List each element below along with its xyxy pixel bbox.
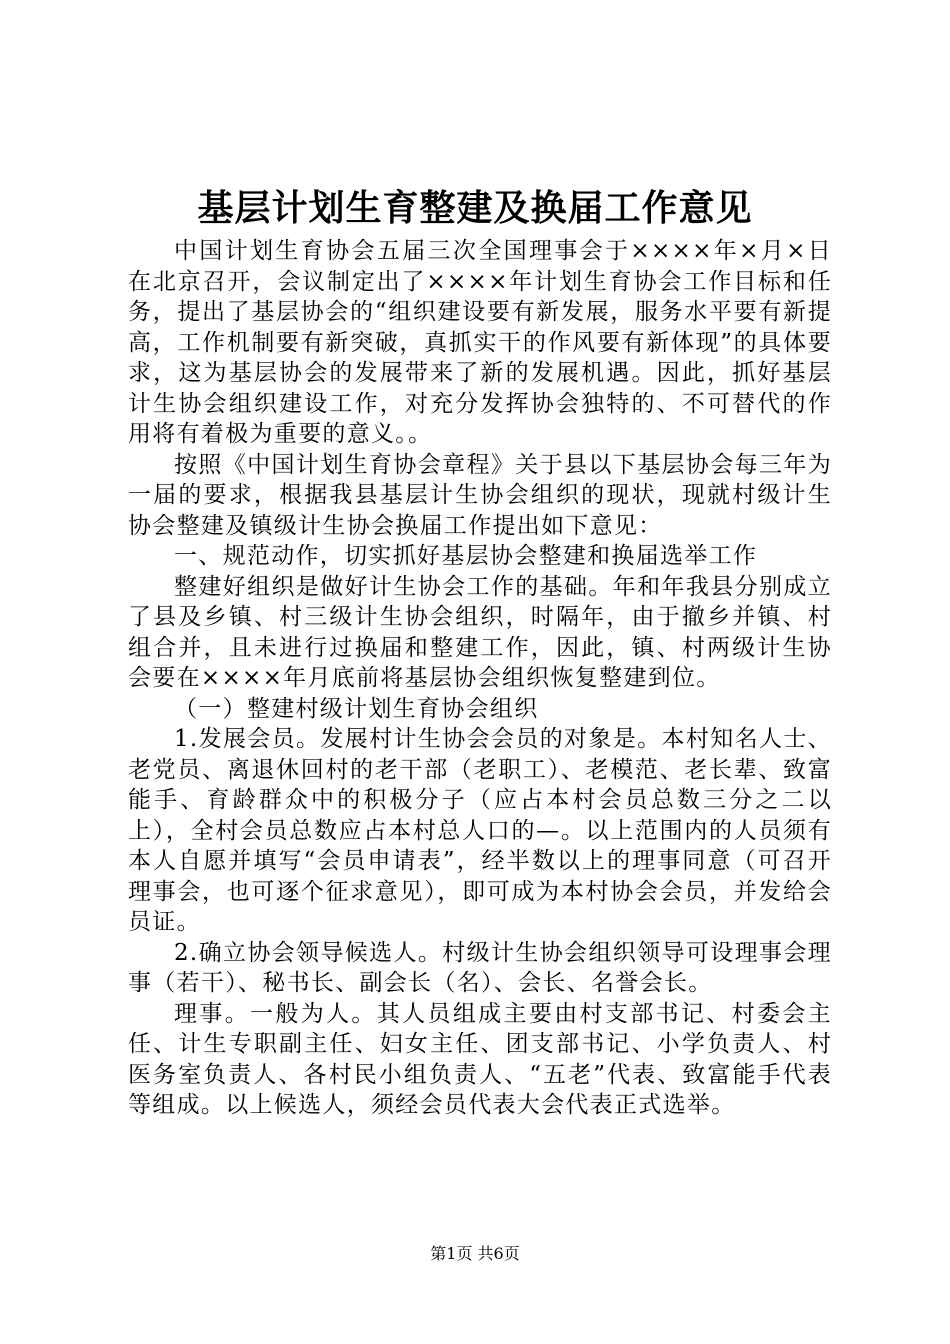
document-body [128,236,832,1121]
paragraph-members: 1.发展会员。发展村计生协会会员的对象是。本村知名人士、老党员、离退休回村的老干部（老职工）、老模范、老长辈、致富能手、育龄群众中的积极分子（应占本村会员总数三分之二以上），全村会员总数应占本村总人口的—。以上范围内的人员须有本人自愿并填写“会员申请表”，经半数以上的理事同意（可召开理事会，也可逐个征求意见），即可成为本村协会会员，并发给会员证。 [128,726,832,935]
paragraph-candidates: 2.确立协会领导候选人。村级计生协会组织领导可设理事会理事（若干）、秘书长、副会长（名）、会长、名誉会长。 [128,939,832,996]
paragraph-council: 理事。一般为人。其人员组成主要由村支部书记、村委会主任、计生专职副主任、妇女主任、团支部书记、小学负责人、村医务室负责人、各村民小组负责人、“五老”代表、致富能手代表等组成。以上候选人，须经会员代表大会代表正式选举。 [128,1000,832,1118]
paragraph-organization: 整建好组织是做好计生协会工作的基础。年和年我县分别成立了县及乡镇、村三级计生协会组织，时隔年，由于撤乡并镇、村组合并，且未进行过换届和整建工作，因此，镇、村两级计生协会要在××××年月底前将基层协会组织恢复整建到位。 [128,573,832,691]
document-title: 基层计划生育整建及换届工作意见 [197,187,753,229]
paragraph-intro: 中国计划生育协会五届三次全国理事会于××××年×月×日在北京召开，会议制定出了××××年计划生育协会工作目标和任务，提出了基层协会的“组织建设要有新发展，服务水平要有新提高，工作机制要有新突破，真抓实干的作风要有新体现”的具体要求，这为基层协会的发展带来了新的发展机遇。因此，抓好基层计生协会组织建设工作，对充分发挥协会独特的、不可替代的作用将有着极为重要的意义。。 [128,238,832,447]
subsection-heading-1: （一）整建村级计划生育协会组织 [174,695,539,722]
paragraph-basis: 按照《中国计划生育协会章程》关于县以下基层协会每三年为一届的要求，根据我县基层计生协会组织的现状，现就村级计生协会整建及镇级计生协会换届工作提出如下意见： [128,451,832,539]
page-number: 第1页 共6页 [430,1244,520,1263]
section-heading-1: 一、规范动作，切实抓好基层协会整建和换届选举工作 [174,543,758,569]
